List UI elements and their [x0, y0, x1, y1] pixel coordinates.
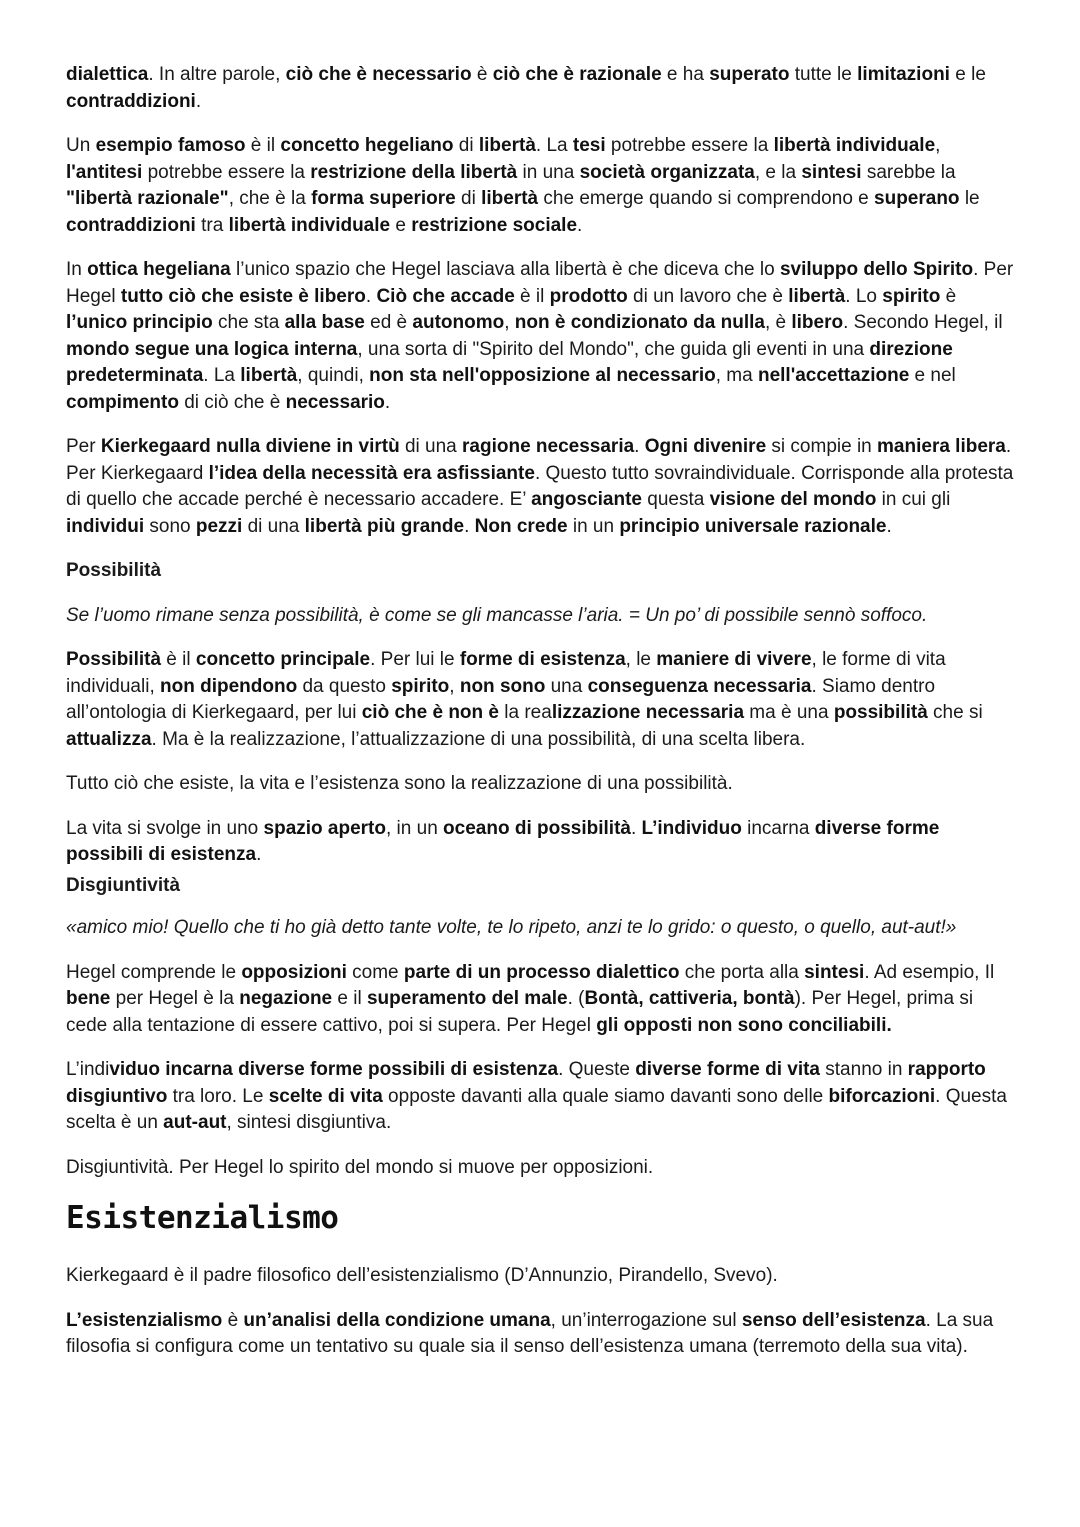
bold-text: tesi: [572, 135, 606, 156]
bold-text: libertà: [481, 188, 539, 209]
document-body: [66, 62, 1014, 1361]
bold-text: limitazioni: [857, 64, 950, 85]
text-run: tra loro. Le: [167, 1085, 269, 1107]
text-run: . Questa scelta è un: [66, 1085, 1007, 1133]
text-run: . Questo tutto sovraindividuale. Corrisponde alla protesta di quello che accade perché è necessario accadere. E’: [66, 462, 1014, 510]
bold-text: principio universale razionale: [619, 515, 887, 537]
bold-text: un’analisi della condizione umana: [243, 1309, 551, 1331]
text-run: da questo: [297, 675, 392, 697]
paragraph: [66, 1155, 1014, 1182]
text-run: , le forme di vita individuali,: [66, 649, 946, 697]
text-run: è: [471, 64, 493, 85]
bold-text: ottica hegeliana: [87, 259, 231, 280]
text-run: è il: [161, 649, 196, 670]
text-run: , una sorta di "Spirito del Mondo", che guida gli eventi in una: [357, 338, 870, 360]
bold-text: conseguenza necessaria: [587, 675, 812, 697]
text-run: . Ma è la realizzazione, l’attualizzazione di una possibilità, di una scelta libera.: [151, 728, 806, 750]
text-run: stanno in: [820, 1059, 908, 1080]
bold-text: Possibilità: [66, 649, 162, 670]
bold-text: ciò che è necessario: [285, 64, 472, 85]
paragraph: [66, 960, 1014, 1040]
paragraph: [66, 62, 1014, 115]
paragraph: [66, 434, 1014, 540]
paragraph: [66, 816, 1014, 869]
text-run: . Secondo Hegel, il: [843, 312, 1003, 333]
bold-text: ragione necessaria: [462, 436, 635, 457]
text-run: .: [365, 285, 377, 307]
text-run: . Per lui le: [370, 649, 460, 670]
text-run: . La: [535, 135, 573, 156]
bold-text: contraddizioni: [66, 214, 196, 236]
bold-text: senso dell’esistenza: [741, 1309, 926, 1331]
text-run: la rea: [499, 702, 552, 723]
bold-text: gli opposti non sono conciliabili.: [596, 1014, 892, 1036]
bold-text: parte di un processo dialettico: [403, 961, 680, 983]
bold-text: restrizione della libertà: [310, 161, 518, 183]
text-run: incarna: [741, 817, 815, 839]
bold-text: L’individuo: [641, 817, 742, 839]
bold-text: sintesi: [804, 961, 865, 983]
text-run: una: [545, 675, 588, 697]
text-run: di: [455, 188, 482, 209]
section-heading: Disgiuntività: [66, 874, 181, 896]
text-run: e ha: [661, 64, 710, 85]
quote: Se l’uomo rimane senza possibilità, è come se gli mancasse l’aria. = Un po’ di possibile sennò soffoco.: [66, 604, 928, 626]
bold-text: bene: [66, 988, 111, 1009]
text-run: che porta alla: [679, 961, 805, 983]
bold-text: superano: [874, 188, 960, 209]
text-run: sono: [144, 515, 196, 537]
text-run: tra: [195, 214, 229, 236]
text-run: sarebbe la: [861, 161, 956, 183]
text-run: .: [630, 817, 642, 839]
bold-text: angosciante: [531, 489, 642, 510]
bold-text: sintesi: [801, 161, 862, 183]
bold-text: necessario: [285, 391, 385, 413]
text-run: in un: [567, 515, 620, 537]
text-run: . (: [567, 988, 585, 1009]
text-run: che sta: [212, 312, 285, 333]
bold-text: Ogni divenire: [644, 436, 767, 457]
text-run: , un’interrogazione sul: [550, 1309, 742, 1331]
bold-text: contraddizioni: [66, 90, 196, 112]
text-run: Tutto ciò che esiste, la vita e l’esistenza sono la realizzazione di una possibilità.: [66, 773, 733, 794]
bold-text: non sta nell'opposizione al necessario: [369, 365, 716, 386]
text-run: Per: [66, 436, 101, 457]
text-run: e le: [949, 64, 986, 85]
bold-text: libertà individuale: [228, 214, 391, 236]
text-run: e il: [332, 988, 367, 1009]
bold-text: forme di esistenza: [459, 649, 626, 670]
text-run: potrebbe essere la: [605, 135, 774, 156]
paragraph: [66, 647, 1014, 753]
bold-text: superamento del male: [366, 988, 568, 1009]
text-run: . Siamo dentro all’ontologia di Kierkegaard, per lui: [66, 675, 936, 723]
bold-text: libertà più grande: [304, 515, 465, 537]
section-heading: Possibilità: [66, 560, 162, 581]
text-run: ,: [504, 312, 515, 333]
text-run: per Hegel è la: [110, 988, 240, 1009]
bold-text: Bontà, cattiveria, bontà: [584, 988, 795, 1009]
bold-text: lizzazione necessaria: [551, 702, 745, 723]
bold-text: dialettica: [66, 64, 149, 85]
text-run: è: [940, 285, 957, 307]
bold-text: non dipendono: [160, 675, 298, 697]
paragraph: [66, 1057, 1014, 1137]
bold-text: diverse forme di vita: [635, 1059, 820, 1080]
paragraph: [66, 1308, 1014, 1361]
text-run: L’indi: [66, 1059, 110, 1080]
text-run: che si: [927, 702, 983, 723]
text-run: , le: [625, 649, 657, 670]
bold-text: rapporto disgiuntivo: [66, 1059, 986, 1107]
text-run: ,: [935, 135, 941, 156]
text-run: .: [577, 214, 583, 236]
paragraph: [66, 133, 1014, 239]
bold-text: società organizzata: [579, 161, 755, 183]
text-run: che emerge quando si comprendono e: [538, 188, 875, 209]
bold-text: "libertà razionale": [66, 188, 229, 209]
text-run: di: [453, 135, 479, 156]
bold-text: Ciò che accade: [376, 285, 515, 307]
text-run: in cui gli: [876, 489, 951, 510]
text-run: La vita si svolge in uno: [66, 817, 264, 839]
text-run: come: [346, 961, 404, 983]
text-run: di ciò che è: [178, 391, 286, 413]
bold-text: L’esistenzialismo: [66, 1309, 223, 1331]
text-run: , ma: [715, 365, 758, 386]
bold-text: diverse forme possibili di esistenza: [66, 817, 940, 865]
text-run: di un lavoro che è: [627, 285, 789, 307]
text-run: l’unico spazio che Hegel lasciava alla libertà è che diceva che lo: [230, 259, 780, 280]
bold-text: alla base: [284, 312, 365, 333]
text-run: Kierkegaard è il padre filosofico dell’esistenzialismo (D’Annunzio, Pirandello, Svevo).: [66, 1265, 778, 1286]
bold-text: ciò che è non è: [361, 702, 499, 723]
bold-text: ciò che è razionale: [492, 64, 662, 85]
text-run: è il: [245, 135, 281, 156]
text-run: Hegel comprende le: [66, 961, 242, 983]
text-run: . Per Kierkegaard: [66, 436, 1012, 484]
text-run: . La sua filosofia si configura come un tentativo su quale sia il senso dell’esistenza umana (terremoto della sua vita).: [66, 1309, 994, 1357]
text-run: , quindi,: [297, 365, 370, 386]
text-run: , che è la: [228, 188, 312, 209]
text-run: tutte le: [789, 64, 858, 85]
text-run: potrebbe essere la: [142, 161, 311, 183]
bold-text: l’idea della necessità era asfissiante: [208, 462, 535, 484]
text-run: , sintesi disgiuntiva.: [226, 1112, 392, 1133]
bold-text: biforcazioni: [828, 1085, 936, 1107]
bold-text: forma superiore: [311, 188, 456, 209]
bold-text: tutto ciò che esiste è libero: [120, 285, 366, 307]
bold-text: autonomo: [412, 312, 505, 333]
bold-text: Kierkegaard nulla diviene in virtù: [100, 436, 400, 457]
text-run: . Lo: [845, 285, 883, 307]
bold-text: libero: [791, 312, 844, 333]
bold-text: opposizioni: [241, 961, 347, 983]
text-run: .: [256, 844, 262, 865]
text-run: . Per Hegel: [66, 259, 1014, 307]
paragraph: [66, 771, 1014, 798]
bold-text: l’unico principio: [66, 312, 213, 333]
bold-text: scelte di vita: [268, 1085, 383, 1107]
bold-text: maniera libera: [877, 436, 1006, 457]
text-run: .: [464, 515, 475, 537]
bold-text: non è condizionato da nulla: [514, 312, 765, 333]
bold-text: oceano di possibilità: [443, 817, 631, 839]
text-run: in una: [517, 161, 580, 183]
text-run: . Ad esempio, Il: [864, 961, 995, 983]
bold-text: libertà: [240, 365, 298, 386]
bold-text: spazio aperto: [263, 817, 386, 839]
bold-text: maniere di vivere: [656, 649, 812, 670]
text-run: ). Per Hegel, prima si cede alla tentazione di essere cattivo, poi si supera. Per Hegel: [66, 988, 974, 1036]
bold-text: libertà individuale: [773, 135, 936, 156]
text-run: questa: [641, 489, 710, 510]
text-run: .: [195, 90, 202, 112]
bold-text: pezzi: [195, 515, 243, 537]
bold-text: l'antitesi: [66, 161, 143, 183]
text-run: . In altre parole,: [148, 64, 286, 85]
bold-text: concetto hegeliano: [280, 135, 454, 156]
bold-text: non sono: [459, 675, 546, 697]
text-run: ed è: [364, 312, 413, 333]
text-run: , e la: [754, 161, 802, 183]
bold-text: sviluppo dello Spirito: [779, 259, 974, 280]
text-run: si compie in: [766, 436, 878, 457]
bold-text: prodotto: [549, 285, 628, 307]
bold-text: superato: [709, 64, 790, 85]
bold-text: restrizione sociale: [411, 214, 578, 236]
bold-text: spirito: [391, 675, 450, 697]
bold-text: visione del mondo: [709, 489, 877, 510]
paragraph: [66, 1263, 1014, 1290]
bold-text: direzione predeterminata: [66, 338, 953, 386]
text-run: ma è una: [744, 702, 834, 723]
bold-text: libertà: [478, 135, 536, 156]
bold-text: aut-aut: [163, 1112, 227, 1133]
bold-text: libertà: [788, 285, 846, 307]
text-run: di una: [399, 436, 463, 457]
bold-text: individui: [66, 515, 145, 537]
bold-text: viduo incarna diverse forme possibili di esistenza: [109, 1059, 559, 1080]
text-run: è: [222, 1309, 244, 1331]
text-run: , è: [764, 312, 792, 333]
bold-text: nell'accettazione: [757, 365, 910, 386]
text-run: Disgiuntività. Per Hegel lo spirito del mondo si muove per opposizioni.: [66, 1156, 654, 1178]
bold-text: spirito: [882, 285, 941, 307]
bold-text: negazione: [239, 988, 333, 1009]
text-run: ,: [449, 675, 460, 697]
bold-text: possibilità: [833, 702, 928, 723]
bold-text: mondo segue una logica interna: [66, 338, 358, 360]
chapter-title: Esistenzialismo: [66, 1200, 339, 1236]
text-run: In: [66, 259, 88, 280]
quote: «amico mio! Quello che ti ho già detto tante volte, te lo ripeto, anzi te lo grido: o questo, o quello, aut-aut!»: [66, 917, 957, 938]
text-run: di una: [242, 515, 305, 537]
text-run: opposte davanti alla quale siamo davanti sono delle: [382, 1085, 829, 1107]
text-run: .: [886, 515, 892, 537]
text-run: è il: [514, 285, 550, 307]
text-run: , in un: [386, 817, 444, 839]
text-run: .: [384, 391, 391, 413]
bold-text: attualizza: [66, 728, 152, 750]
text-run: le: [959, 188, 980, 209]
bold-text: Non crede: [474, 515, 568, 537]
text-run: .: [634, 436, 645, 457]
text-run: e nel: [909, 365, 956, 386]
paragraph: [66, 257, 1014, 416]
text-run: Un: [66, 135, 96, 156]
bold-text: concetto principale: [195, 649, 371, 670]
bold-text: esempio famoso: [95, 135, 246, 156]
text-run: . La: [203, 365, 241, 386]
text-run: . Queste: [558, 1059, 636, 1080]
bold-text: compimento: [66, 391, 179, 413]
text-run: e: [390, 214, 412, 236]
